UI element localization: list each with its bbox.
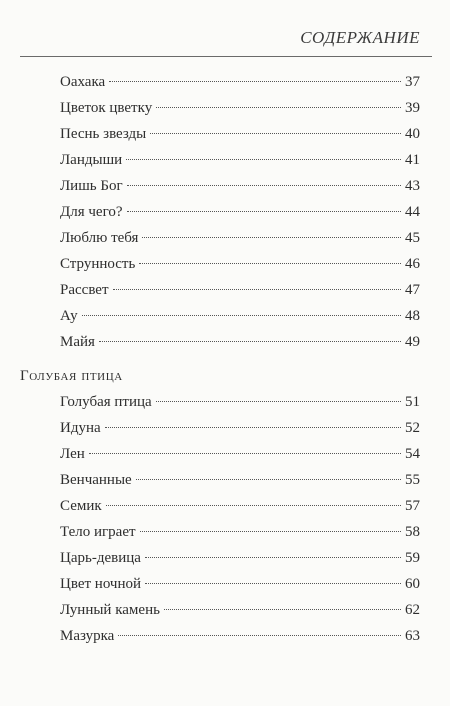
entry-page-number: 54 bbox=[405, 446, 420, 462]
entry-title: Рассвет bbox=[60, 282, 109, 298]
entry-title: Идуна bbox=[60, 420, 101, 436]
entry-page-number: 45 bbox=[405, 230, 420, 246]
entry-title: Струнность bbox=[60, 256, 136, 272]
entry-page-number: 59 bbox=[405, 550, 420, 566]
entry-page-number: 58 bbox=[405, 524, 420, 540]
toc-entry bbox=[60, 628, 420, 652]
header-rule bbox=[20, 56, 432, 57]
entry-page-number: 52 bbox=[405, 420, 420, 436]
entry-page-number: 44 bbox=[405, 204, 420, 220]
entry-page-number: 39 bbox=[405, 100, 420, 116]
toc-entry bbox=[60, 420, 420, 444]
leader-dots bbox=[126, 159, 401, 160]
toc-entry bbox=[60, 282, 420, 306]
toc-entry bbox=[60, 308, 420, 332]
toc-entry bbox=[60, 230, 420, 254]
entry-page-number: 55 bbox=[405, 472, 420, 488]
entry-title: Голубая птица bbox=[60, 394, 152, 410]
entry-title: Люблю тебя bbox=[60, 230, 139, 246]
toc-entry bbox=[60, 550, 420, 574]
leader-dots bbox=[136, 479, 401, 480]
entry-page-number: 46 bbox=[405, 256, 420, 272]
toc-entry bbox=[60, 152, 420, 176]
toc-entry bbox=[60, 100, 420, 124]
leader-dots bbox=[139, 263, 401, 264]
leader-dots bbox=[164, 609, 401, 610]
entry-title: Цветок цветку bbox=[60, 100, 153, 116]
entry-title: Семик bbox=[60, 498, 102, 514]
entry-page-number: 47 bbox=[405, 282, 420, 298]
leader-dots bbox=[118, 635, 401, 636]
leader-dots bbox=[109, 81, 401, 82]
toc-entry bbox=[60, 74, 420, 98]
toc-entry bbox=[60, 394, 420, 418]
entry-page-number: 62 bbox=[405, 602, 420, 618]
entry-title: Лишь Бог bbox=[60, 178, 123, 194]
toc-entry bbox=[60, 204, 420, 228]
toc-entry bbox=[60, 256, 420, 280]
entry-page-number: 37 bbox=[405, 74, 420, 90]
entry-title: Царь-девица bbox=[60, 550, 141, 566]
leader-dots bbox=[105, 427, 401, 428]
entry-title: Оахака bbox=[60, 74, 106, 90]
toc-entry bbox=[60, 446, 420, 470]
entry-page-number: 51 bbox=[405, 394, 420, 410]
entry-page-number: 48 bbox=[405, 308, 420, 324]
leader-dots bbox=[113, 289, 401, 290]
entry-page-number: 63 bbox=[405, 628, 420, 644]
leader-dots bbox=[156, 107, 401, 108]
entry-page-number: 57 bbox=[405, 498, 420, 514]
entry-title: Лен bbox=[60, 446, 85, 462]
entry-page-number: 43 bbox=[405, 178, 420, 194]
entry-title: Ау bbox=[60, 308, 78, 324]
toc-entry bbox=[60, 178, 420, 202]
leader-dots bbox=[145, 557, 401, 558]
toc-entry bbox=[60, 576, 420, 600]
entry-page-number: 40 bbox=[405, 126, 420, 142]
toc-entry bbox=[60, 602, 420, 626]
entry-title: Тело играет bbox=[60, 524, 136, 540]
entry-page-number: 60 bbox=[405, 576, 420, 592]
entry-title: Майя bbox=[60, 334, 95, 350]
entry-page-number: 49 bbox=[405, 334, 420, 350]
entry-title: Песнь звезды bbox=[60, 126, 147, 142]
toc-entry bbox=[60, 498, 420, 522]
page-title: СОДЕРЖАНИЕ bbox=[300, 28, 420, 47]
leader-dots bbox=[82, 315, 401, 316]
leader-dots bbox=[156, 401, 401, 402]
toc-entry bbox=[60, 472, 420, 496]
toc-entry bbox=[60, 126, 420, 150]
toc-entry bbox=[60, 524, 420, 548]
running-head bbox=[0, 28, 450, 54]
entry-title: Для чего? bbox=[60, 204, 123, 220]
entry-title: Венчанные bbox=[60, 472, 132, 488]
leader-dots bbox=[145, 583, 401, 584]
leader-dots bbox=[106, 505, 401, 506]
leader-dots bbox=[150, 133, 401, 134]
entry-title: Мазурка bbox=[60, 628, 115, 644]
section-heading: Голубая птица bbox=[20, 368, 123, 384]
entry-title: Ландыши bbox=[60, 152, 123, 168]
leader-dots bbox=[99, 341, 401, 342]
leader-dots bbox=[89, 453, 401, 454]
leader-dots bbox=[142, 237, 401, 238]
leader-dots bbox=[140, 531, 401, 532]
leader-dots bbox=[127, 211, 401, 212]
entry-title: Цвет ночной bbox=[60, 576, 142, 592]
entry-title: Лунный камень bbox=[60, 602, 160, 618]
toc-entry bbox=[60, 334, 420, 358]
leader-dots bbox=[127, 185, 401, 186]
entry-page-number: 41 bbox=[405, 152, 420, 168]
